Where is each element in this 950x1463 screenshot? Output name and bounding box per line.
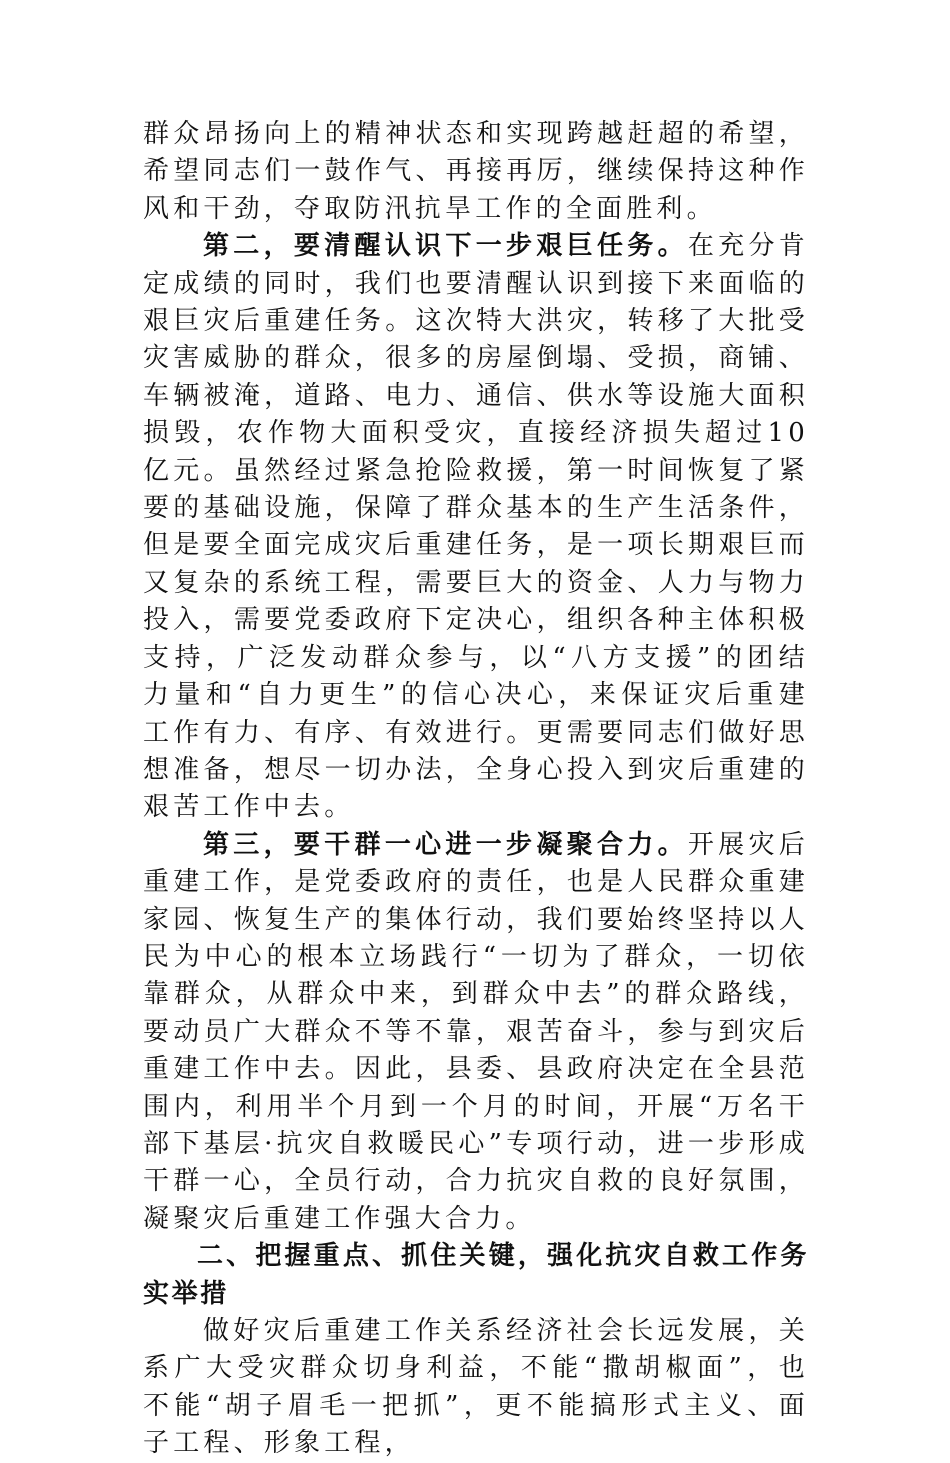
- paragraph-continuation: [143, 116, 809, 228]
- paragraph-point-two: [143, 228, 809, 827]
- paragraph-section-intro: [143, 1313, 809, 1463]
- document-page: [143, 116, 809, 1463]
- paragraph-text: 群众昂扬向上的精神状态和实现跨越赶超的希望，希望同志们一鼓作气、再接再厉，继续保持这种作风和干劲，夺取防汛抗旱工作的全面胜利。: [143, 119, 809, 224]
- paragraph-text: 在充分肯定成绩的同时，我们也要清醒认识到接下来面临的艰巨灾后重建任务。这次特大洪灾，转移了大批受灾害威胁的群众，很多的房屋倒塌、受损，商铺、车辆被淹，道路、电力、通信、供水等设施大面积损毁，农作物大面积受灾，直接经济损失超过10亿元。虽然经过紧急抢险救援，第一时间恢复了紧要的基础设施，保障了群众基本的生产生活条件，但是要全面完成灾后重建任务，是一项长期艰巨而又复杂的系统工程，需要巨大的资金、人力与物力投入，需要党委政府下定决心，组织各种主体积极支持，广泛发动群众参与，以“八方支援”的团结力量和“自力更生”的信心决心，来保证灾后重建工作有力、有序、有效进行。更需要同志们做好思想准备，想尽一切办法，全身心投入到灾后重建的艰苦工作中去。: [143, 231, 809, 823]
- paragraph-text: 开展灾后重建工作，是党委政府的责任，也是人民群众重建家园、恢复生产的集体行动，我们要始终坚持以人民为中心的根本立场践行“一切为了群众，一切依靠群众，从群众中来，到群众中去”的群众路线，要动员广大群众不等不靠，艰苦奋斗，参与到灾后重建工作中去。因此，县委、县政府决定在全县范围内，利用半个月到一个月的时间，开展“万名干部下基层·抗灾自救暖民心”专项行动，进一步形成干群一心，全员行动，合力抗灾自救的良好氛围，凝聚灾后重建工作强大合力。: [143, 829, 809, 1234]
- paragraph-lead-sentence: 第二，要清醒认识下一步艰巨任务。: [203, 231, 688, 262]
- paragraph-point-three: [143, 827, 809, 1238]
- paragraph-text: 做好灾后重建工作关系经济社会长远发展，关系广大受灾群众切身利益，不能“撒胡椒面”，也不能“胡子眉毛一把抓”，更不能搞形式主义、面子工程、形象工程，: [143, 1316, 809, 1459]
- paragraph-lead-sentence: 第三，要干群一心进一步凝聚合力。: [203, 829, 688, 860]
- section-heading: 二、把握重点、抓住关键，强化抗灾自救工作务实举措: [143, 1241, 809, 1309]
